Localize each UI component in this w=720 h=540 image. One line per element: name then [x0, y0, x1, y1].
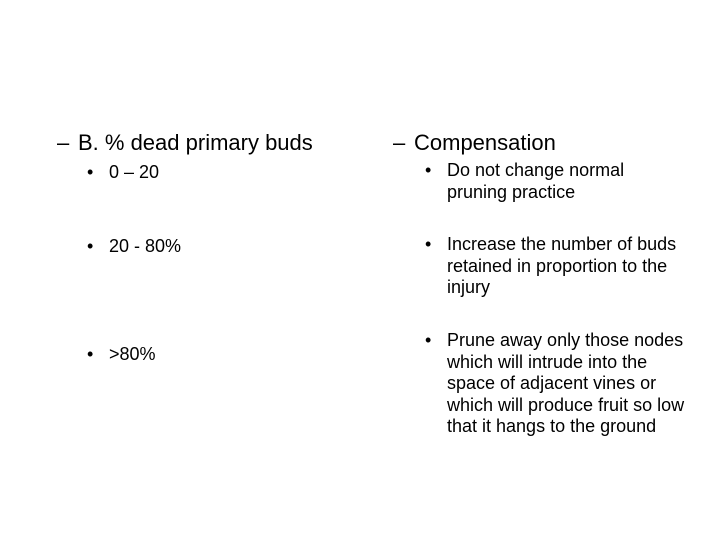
dash-marker: – — [393, 130, 406, 155]
left-bullet-text: 20 - 80% — [109, 236, 182, 256]
right-bullet-text: Do not change normal pruning practice — [447, 160, 625, 202]
left-bullet-text: >80% — [109, 344, 156, 364]
bullet-dot-icon: • — [425, 330, 432, 350]
left-bullet-item — [87, 344, 367, 366]
bullet-dot-icon: • — [87, 162, 94, 182]
left-bullet-text: 0 – 20 — [109, 162, 160, 182]
left-bullet-item — [87, 236, 367, 258]
bullet-dot-icon: • — [87, 344, 94, 364]
left-heading — [57, 128, 377, 158]
right-bullet-item — [425, 160, 685, 203]
right-heading — [393, 128, 693, 158]
right-bullet-item — [425, 234, 685, 299]
bullet-dot-icon: • — [425, 160, 432, 180]
bullet-dot-icon: • — [87, 236, 94, 256]
dash-marker: – — [57, 130, 70, 155]
bullet-dot-icon: • — [425, 234, 432, 254]
right-heading-text: Compensation — [414, 130, 556, 155]
left-column — [57, 128, 377, 364]
right-bullet-text: Prune away only those nodes which will intrude into the space of adjacent vines or which will produce fruit so low that it hangs to the ground — [447, 330, 685, 436]
left-bullet-item — [87, 162, 367, 184]
right-bullet-item — [425, 330, 685, 438]
right-column — [393, 128, 693, 436]
right-bullet-text: Increase the number of buds retained in proportion to the injury — [447, 234, 677, 297]
left-heading-text: B. % dead primary buds — [78, 130, 313, 155]
